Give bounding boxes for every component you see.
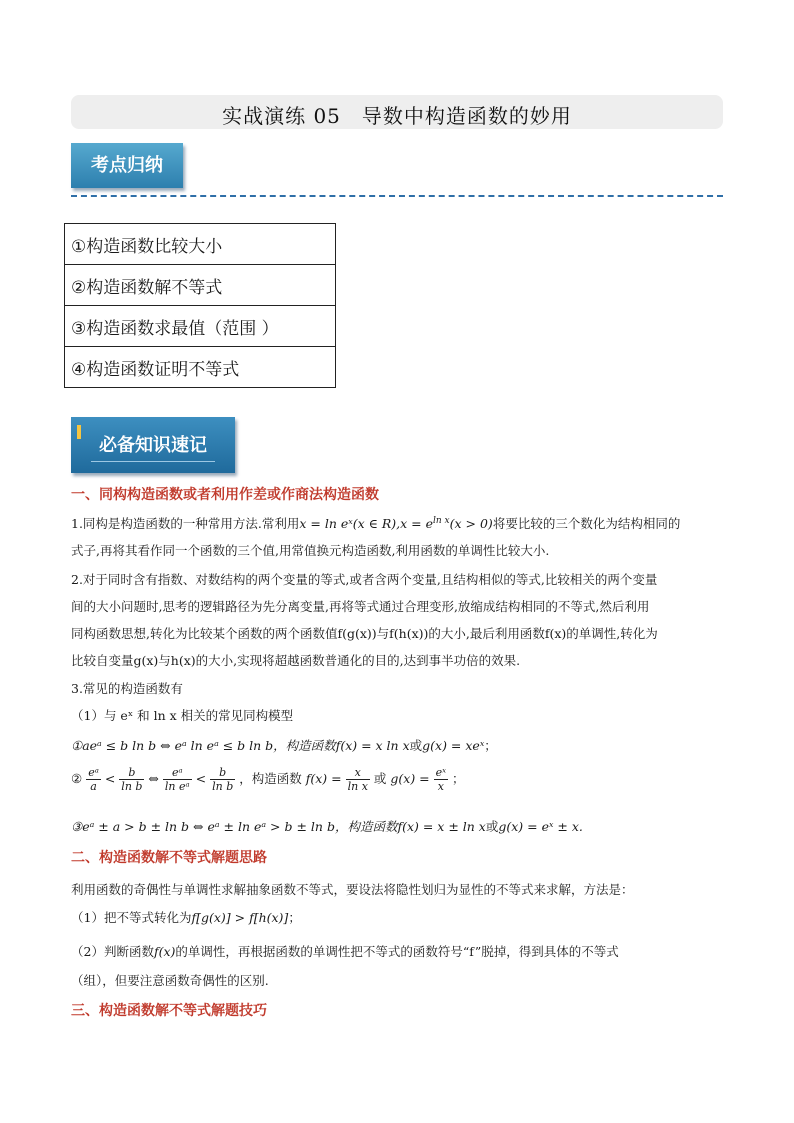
fraction: [119, 766, 144, 793]
paragraph: 2.对于同时含有指数、对数结构的两个变量的等式,或者含两个变量,且结构相似的等式,比较相关的两个变量: [71, 572, 658, 587]
text: <: [104, 771, 116, 786]
topic-cell: ④构造函数证明不等式: [65, 347, 336, 388]
table-row: [65, 306, 336, 347]
fraction: [210, 766, 235, 793]
denominator: x: [437, 780, 444, 793]
numerator: eᵃ: [88, 766, 99, 779]
text: 的单调性，再根据函数的单调性把不等式的函数符号“f”脱掉，得到具体的不等式: [175, 944, 619, 959]
badge-label: 必备知识速记: [99, 435, 207, 456]
formula: f(x) = x ln x: [335, 738, 410, 753]
topic-cell: ①构造函数比较大小: [65, 224, 336, 265]
table-row: [65, 265, 336, 306]
topic-table: [64, 223, 336, 388]
denominator: a: [90, 780, 97, 793]
denominator: ln b: [212, 780, 234, 793]
numerator: b: [210, 766, 235, 780]
denominator: ln b: [121, 780, 143, 793]
formula: g(x) = xeˣ: [422, 738, 485, 753]
paragraph: 式子,再将其看作同一个函数的三个值,用常值换元构造函数,利用函数的单调性比较大小.: [71, 543, 550, 558]
text: （2）判断函数: [71, 944, 154, 959]
formula: ①aeᵃ ≤ b ln b ⇔ eᵃ ln eᵃ ≤ b ln b，构造函数: [71, 738, 336, 753]
text: ；: [484, 738, 497, 753]
paragraph: [71, 942, 619, 960]
fraction: [86, 766, 101, 793]
title-bar: [71, 95, 723, 129]
section-heading-2: 二、构造函数解不等式解题思路: [71, 850, 267, 866]
denominator: ln eᵃ: [164, 780, 190, 793]
section-heading-3: 三、构造函数解不等式解题技巧: [71, 1003, 267, 1019]
fraction: [346, 766, 370, 793]
numerator: x: [346, 766, 370, 780]
text: 或: [409, 738, 423, 753]
formula: (x > 0): [449, 516, 493, 531]
formula: f[g(x)] > f[h(x)]: [191, 910, 289, 925]
text: 或: [373, 771, 387, 786]
paragraph: （1）与 eˣ 和 ln x 相关的常见同构模型: [71, 708, 294, 723]
table-row: [65, 347, 336, 388]
numerator: eᵃ: [163, 766, 192, 780]
text: ；: [288, 910, 301, 925]
text: ②: [71, 771, 83, 786]
formula: ③eᵃ ± a > b ± ln b ⇔ eᵃ ± ln eᵃ > b ± ln b，构造函数: [71, 819, 398, 834]
formula-line-3: [71, 817, 583, 835]
formula: g(x) = eˣ ± x.: [498, 819, 583, 834]
text: （1）把不等式转化为: [71, 910, 192, 925]
paragraph: （组），但要注意函数奇偶性的区别.: [71, 973, 269, 988]
fraction: [434, 766, 448, 793]
dashed-divider: [71, 195, 723, 197]
paragraph: 利用函数的奇偶性与单调性求解抽象函数不等式，要设法将隐性划归为显性的不等式来求解，方法是：: [71, 882, 634, 897]
section-badge-key-points: 考点归纳: [71, 143, 183, 188]
paragraph: 3.常见的构造函数有: [71, 681, 183, 696]
text: 将要比较的三个数化为结构相同的: [492, 516, 681, 531]
paragraph: [71, 514, 680, 532]
formula: f(x) = x ± ln x: [397, 819, 486, 834]
table-row: [65, 224, 336, 265]
formula-line-1: [71, 736, 497, 754]
text: ⇔: [148, 771, 159, 786]
paragraph: [71, 908, 301, 926]
text: <: [195, 771, 207, 786]
text: ，构造函数: [239, 771, 302, 786]
formula-line-2: [71, 766, 465, 793]
section-heading-1: 一、同构构造函数或者利用作差或作商法构造函数: [71, 487, 379, 503]
badge-underline: [91, 461, 215, 462]
text: 1.同构是构造函数的一种常用方法.常利用: [71, 516, 300, 531]
fraction: [163, 766, 192, 793]
paragraph: 同构函数思想,转化为比较某个函数的两个函数值f(g(x))与f(h(x))的大小,最后利用函数f(x)的单调性,转化为: [71, 626, 658, 641]
topic-cell: ②构造函数解不等式: [65, 265, 336, 306]
formula: f(x): [153, 944, 176, 959]
formula: f(x) =: [305, 771, 342, 786]
numerator: eˣ: [435, 766, 447, 779]
paragraph: 间的大小问题时,思考的逻辑路径为先分离变量,再将等式通过合理变形,放缩成结构相同的不等式,然后利用: [71, 599, 650, 614]
formula-sup: ln x: [433, 515, 450, 526]
topic-cell: ③构造函数求最值（范围 ）: [65, 306, 336, 347]
paragraph: 比较自变量g(x)与h(x)的大小,实现将超越函数普通化的目的,达到事半功倍的效果.: [71, 653, 521, 668]
page-title: 实战演练 05 导数中构造函数的妙用: [222, 104, 572, 128]
section-badge-knowledge: [71, 417, 235, 473]
formula: g(x) =: [390, 771, 430, 786]
formula: x = ln eˣ(x ∈ R),x = e: [299, 516, 433, 531]
denominator: ln x: [347, 780, 368, 793]
text: 或: [485, 819, 499, 834]
numerator: b: [119, 766, 144, 780]
text: ；: [452, 771, 465, 786]
